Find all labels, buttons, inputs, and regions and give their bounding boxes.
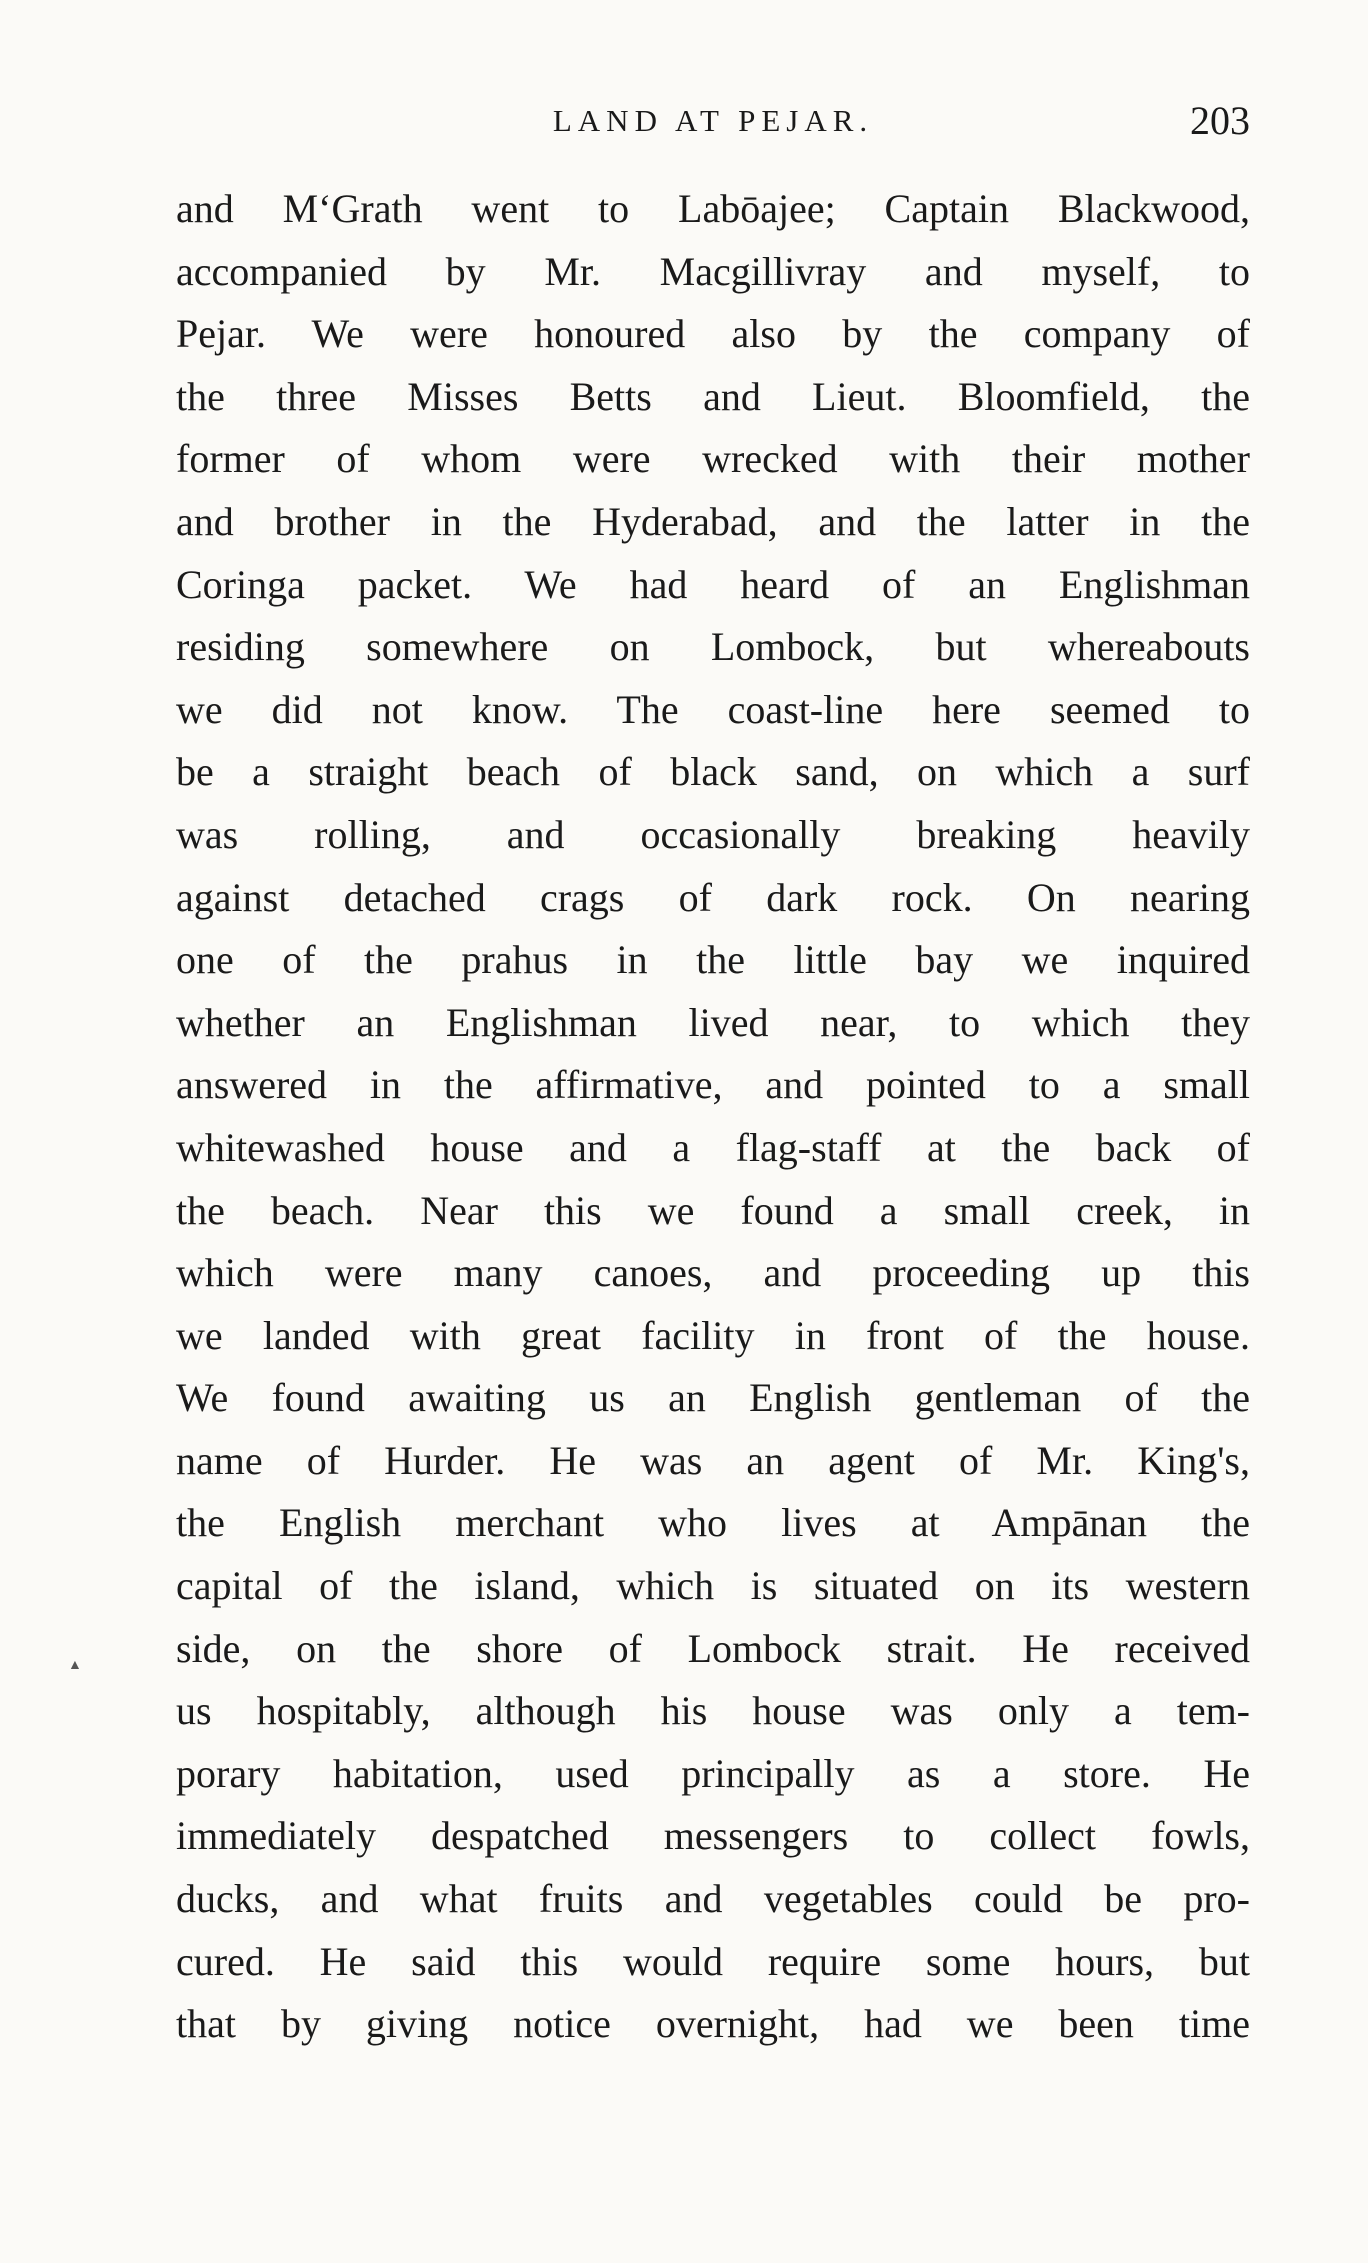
text-line: we did not know. The coast-line here seemed to bbox=[176, 686, 1250, 732]
text-line: capital of the island, which is situated on its western bbox=[176, 1563, 1250, 1609]
text-line: Coringa packet. We had heard of an Englishman bbox=[176, 561, 1250, 607]
text-line: the three Misses Betts and Lieut. Bloomfield, the bbox=[176, 373, 1250, 419]
text-line: ducks, and what fruits and vegetables could be pro- bbox=[176, 1876, 1250, 1922]
text-line: cured. He said this would require some hours, but bbox=[176, 1938, 1250, 1984]
text-line: the English merchant who lives at Ampānan the bbox=[176, 1500, 1250, 1546]
text-line: which were many canoes, and proceeding up this bbox=[176, 1250, 1250, 1296]
text-line: whitewashed house and a flag-staff at the back of bbox=[176, 1124, 1250, 1170]
text-line: and M‘Grath went to Labōajee; Captain Blackwood, bbox=[176, 186, 1250, 231]
margin-mark: ▲ bbox=[68, 1658, 82, 1673]
text-line: whether an Englishman lived near, to which they bbox=[176, 999, 1250, 1045]
text-line: was rolling, and occasionally breaking heavily bbox=[176, 811, 1250, 857]
text-line: the beach. Near this we found a small creek, in bbox=[176, 1187, 1250, 1233]
page-number: 203 bbox=[1190, 98, 1250, 143]
text-line: Pejar. We were honoured also by the company of bbox=[176, 311, 1250, 357]
text-line: we landed with great facility in front of the house. bbox=[176, 1312, 1250, 1358]
body-text bbox=[176, 178, 1250, 2056]
text-line: and brother in the Hyderabad, and the latter in the bbox=[176, 498, 1250, 544]
text-line: that by giving notice overnight, had we been time bbox=[176, 2001, 1250, 2047]
text-line: residing somewhere on Lombock, but whereabouts bbox=[176, 624, 1250, 670]
text-line: side, on the shore of Lombock strait. He received bbox=[176, 1625, 1250, 1671]
text-line: We found awaiting us an English gentleman of the bbox=[176, 1375, 1250, 1421]
text-line: accompanied by Mr. Macgillivray and myself, to bbox=[176, 248, 1250, 294]
text-line: name of Hurder. He was an agent of Mr. King's, bbox=[176, 1437, 1250, 1483]
text-line: be a straight beach of black sand, on which a surf bbox=[176, 749, 1250, 795]
text-line: us hospitably, although his house was only a tem- bbox=[176, 1688, 1250, 1734]
text-line: one of the prahus in the little bay we inquired bbox=[176, 937, 1250, 983]
text-line: answered in the affirmative, and pointed to a small bbox=[176, 1062, 1250, 1108]
text-line: porary habitation, used principally as a store. He bbox=[176, 1750, 1250, 1796]
text-line: former of whom were wrecked with their mother bbox=[176, 436, 1250, 482]
running-title: LAND AT PEJAR. bbox=[552, 103, 874, 138]
text-line: immediately despatched messengers to collect fowls, bbox=[176, 1813, 1250, 1859]
running-head bbox=[176, 96, 1250, 146]
text-line: against detached crags of dark rock. On nearing bbox=[176, 874, 1250, 920]
